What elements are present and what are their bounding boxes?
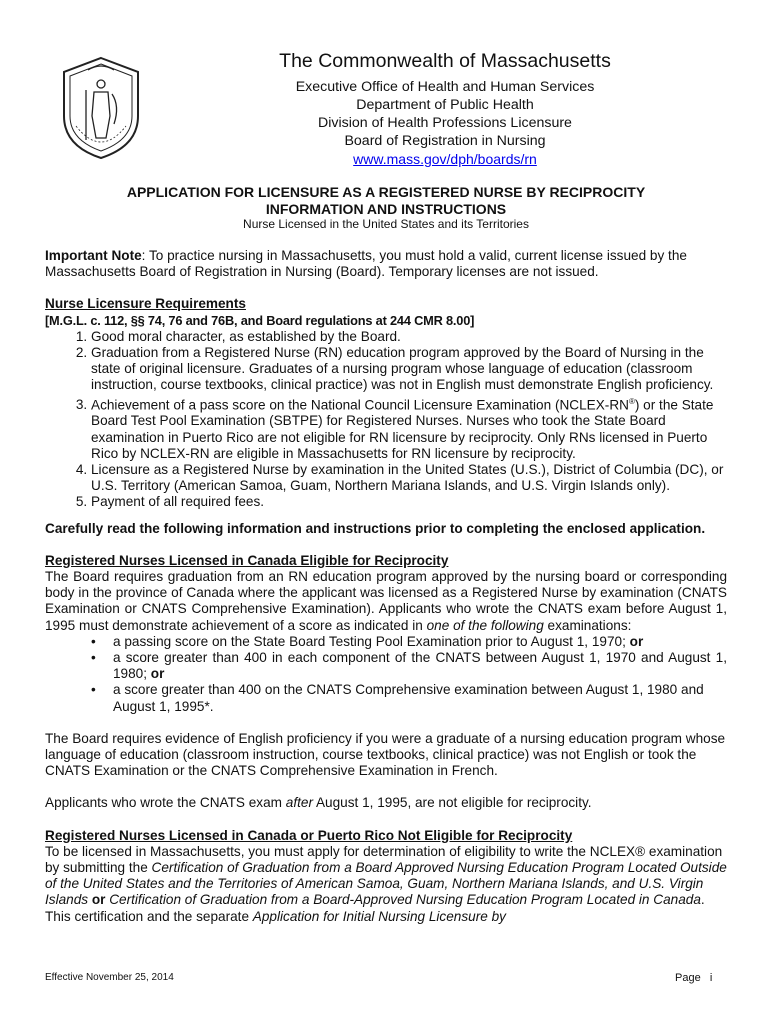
division-line: Division of Health Professions Licensure bbox=[318, 115, 572, 131]
not-eligible-heading: Registered Nurses Licensed in Canada or Puerto Rico Not Eligible for Reciprocity bbox=[45, 827, 573, 843]
page-label: Page bbox=[675, 972, 701, 984]
exam-score-item bbox=[113, 634, 727, 650]
page-number-value: i bbox=[709, 972, 713, 984]
english-proficiency-text: The Board requires evidence of English proficiency if you were a graduate of a nursing education program whose language of education (classroom instruction, course textbooks, clinical practice) was not English or took the CNATS Examination or the CNATS Comprehensive Examination in French. bbox=[45, 730, 726, 779]
department-line: Department of Public Health bbox=[356, 97, 534, 113]
certification-outside-us-title: Certification of Graduation from a Board Approved Nursing Education Program Located Outside of the United States and the Territories of American Samoa, Guam, Northern Mariana Islands, and U.S. Virgin Islands bbox=[45, 860, 727, 908]
requirement-item: 1. Good moral character, as established by the Board. bbox=[91, 329, 727, 345]
instructions-title: INFORMATION AND INSTRUCTIONS bbox=[265, 200, 507, 217]
requirements-legal-citation: [M.G.L. c. 112, §§ 74, 76 and 76B, and Board regulations at 244 CMR 8.00] bbox=[45, 312, 475, 328]
requirement-item: 4. Licensure as a Registered Nurse by examination in the United States (U.S.), District of Columbia (DC), or U.S. Territory (American Samoa, Guam, Northern Mariana Islands, and U.S. Virgin Islands only). bbox=[91, 462, 727, 494]
not-eligible-text-1: To be licensed in Massachusetts, you must apply for determination of eligibility to write the NCLEX® examination by submitting the bbox=[45, 843, 723, 876]
office-line: Executive Office of Health and Human Services bbox=[295, 79, 595, 95]
careful-read-notice: Carefully read the following information and instructions prior to completing the enclosed application. bbox=[45, 520, 706, 536]
commonwealth-title: The Commonwealth of Massachusetts bbox=[279, 50, 611, 72]
requirement-item: 2. Graduation from a Registered Nurse (RN) education program approved by the Board of Nursing in the state of original licensure. Graduates of a nursing program whose language of education (classroom instruction, course textbooks, clinical practice) was not in English must demonstrate English proficiency. bbox=[91, 345, 727, 394]
important-note-label: Important Note bbox=[45, 248, 142, 263]
important-note bbox=[45, 248, 727, 280]
after-text-b: August 1, 1995, are not eligible for reciprocity. bbox=[312, 795, 592, 811]
after-emphasis: after bbox=[285, 795, 313, 811]
canada-eligible-text-a: The Board requires graduation from an RN education program approved by the nursing board or corresponding body in the province of Canada where the applicant was licensed as a Registered Nurse by examination (CNATS Examination or CNATS Comprehensive Examination). Applicants who wrote the CNATS exam before August 1, 1995 must demonstrate achievement of a score as indicated in bbox=[45, 568, 727, 633]
exam-score-item: • a score greater than 400 on the CNATS Comprehensive examination between August 1, 1980 and August 1, 1995*. bbox=[113, 682, 727, 714]
certification-canada-title: Certification of Graduation from a Board-Approved Nursing Education Program Located in Canada bbox=[109, 892, 701, 908]
registered-mark: ® bbox=[628, 396, 635, 406]
not-eligible-text bbox=[45, 844, 727, 925]
not-eligible-text-5: . This certification and the separate bbox=[45, 892, 705, 924]
important-note-text: : To practice nursing in Massachusetts, you must hold a valid, current license issued by the Massachusetts Board of Registration in Nursing (Board). Temporary licenses are not issued. bbox=[45, 248, 687, 280]
exam-score-text: a passing score on the State Board Testing Pool Examination prior to August 1, 1970; bbox=[113, 633, 630, 649]
requirement-item bbox=[91, 394, 727, 462]
canada-eligible-heading: Registered Nurses Licensed in Canada Eligible for Reciprocity bbox=[45, 552, 449, 568]
or-conjunction: or bbox=[150, 666, 165, 682]
exam-score-text: a score greater than 400 in each component of the CNATS between August 1, 1970 and August 1, 1980; bbox=[113, 650, 727, 682]
agency-header bbox=[230, 50, 660, 168]
application-title: APPLICATION FOR LICENSURE AS A REGISTERED NURSE BY RECIPROCITY bbox=[126, 184, 646, 200]
board-line: Board of Registration in Nursing bbox=[344, 133, 546, 149]
or-conjunction: or bbox=[88, 892, 110, 908]
requirements-heading: Nurse Licensure Requirements bbox=[45, 296, 246, 312]
requirement-item-text: Achievement of a pass score on the National Council Licensure Examination (NCLEX-RN bbox=[91, 397, 629, 413]
initial-licensure-application-title: Application for Initial Nursing Licensure by bbox=[252, 908, 506, 924]
after-1995-text bbox=[45, 795, 727, 811]
page-number bbox=[675, 970, 712, 986]
requirement-item: 5. Payment of all required fees. bbox=[91, 494, 727, 510]
canada-eligible-text bbox=[45, 569, 727, 634]
state-seal-icon bbox=[58, 54, 144, 162]
exam-score-item bbox=[113, 650, 727, 682]
or-conjunction: or bbox=[629, 633, 644, 649]
exam-score-list bbox=[45, 634, 727, 715]
requirements-list bbox=[45, 329, 727, 511]
canada-eligible-emphasis: one of the following bbox=[426, 617, 544, 633]
after-text-a: Applicants who wrote the CNATS exam bbox=[45, 795, 286, 811]
requirement-item-text: ) or the State Board Test Pool Examination (SBTPE) for Registered Nurses. Nurses who took the State Board examination in Puerto Rico are not eligible for RN licensure by reciprocity. Only RNs licensed in Puerto Rico by NCLEX-RN are eligible in Massachusetts for RN licensure by reciprocity. bbox=[91, 397, 714, 461]
effective-date: Effective November 25, 2014 bbox=[45, 972, 174, 983]
document-body bbox=[45, 184, 727, 925]
canada-eligible-text-b: examinations: bbox=[543, 617, 632, 633]
document-subtitle: Nurse Licensed in the United States and its Territories bbox=[243, 217, 529, 231]
board-website-link[interactable]: www.mass.gov/dph/boards/rn bbox=[353, 151, 537, 167]
